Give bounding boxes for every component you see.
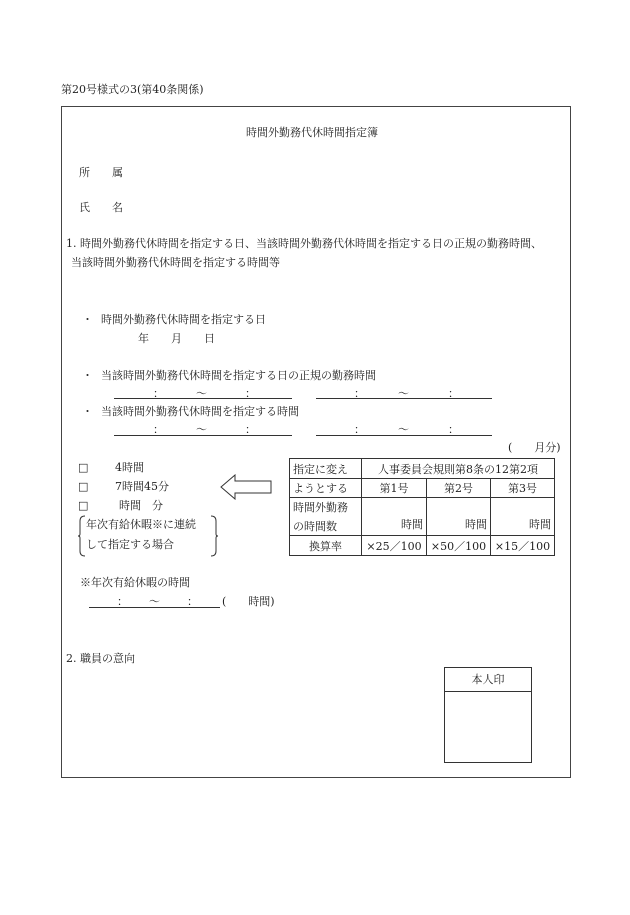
tilde: 〜 (196, 423, 207, 436)
unit-hours: 時間 (465, 518, 487, 531)
regular-hours-start-line[interactable] (114, 398, 292, 399)
rate-no2: ×50／100 (427, 536, 491, 556)
col-no1: 第1号 (362, 479, 427, 498)
col-no3: 第3号 (491, 479, 555, 498)
annual-leave-time-line[interactable] (89, 607, 220, 608)
conversion-table (289, 458, 555, 556)
col-no2: 第2号 (427, 479, 491, 498)
right-bracket (209, 515, 219, 557)
unit-hours: 時間 (529, 518, 551, 531)
name-label: 氏 名 (79, 201, 123, 214)
bullet: ・ (82, 313, 93, 326)
seal-label: 本人印 (445, 668, 531, 692)
hours-no1-cell[interactable] (362, 498, 427, 536)
colon: ： (245, 423, 256, 436)
item-regular-hours: 当該時間外勤務代休時間を指定する日の正規の勤務時間 (101, 369, 376, 382)
rule-header: 人事委員会規則第8条の12第2項 (362, 459, 555, 479)
specified-hours-end-line[interactable] (316, 435, 492, 436)
arrow-left-icon (220, 474, 272, 500)
tilde: 〜 (149, 595, 160, 608)
colon: ： (448, 423, 459, 436)
tilde: 〜 (196, 387, 207, 400)
option-4h-label: 4時間 (115, 461, 144, 474)
rate-label: 換算率 (290, 536, 362, 556)
option-7h45m-label: 7時間45分 (115, 480, 169, 493)
option-custom-label: 時間 分 (119, 499, 163, 512)
seal-box[interactable] (444, 667, 532, 763)
bracket-note-line2: して指定する場合 (86, 538, 174, 551)
rate-no1: ×25／100 (362, 536, 427, 556)
bullet: ・ (82, 369, 93, 382)
item-specified-date: 時間外勤務代休時間を指定する日 (101, 313, 266, 326)
specified-hours-start-line[interactable] (114, 435, 292, 436)
section1-heading: 1. 時間外勤務代休時間を指定する日、当該時間外勤務代休時間を指定する日の正規の勤務時間、 (66, 237, 542, 250)
month-note: ( 月分) (508, 441, 561, 454)
checkbox-4h[interactable]: □ (78, 461, 89, 474)
colon: ： (117, 595, 128, 608)
form-number: 第20号様式の3(第40条関係) (61, 83, 204, 96)
form-title: 時間外勤務代休時間指定簿 (246, 126, 378, 139)
colon: ： (187, 595, 198, 608)
checkbox-7h45m[interactable]: □ (78, 480, 89, 493)
bullet: ・ (82, 405, 93, 418)
colon: ： (153, 423, 164, 436)
hours-header-1: 指定に変え (290, 459, 362, 479)
section2-heading: 2. 職員の意向 (66, 652, 135, 665)
tilde: 〜 (398, 387, 409, 400)
annual-leave-hours: ( 時間) (222, 595, 275, 608)
colon: ： (354, 423, 365, 436)
checkbox-custom[interactable]: □ (78, 499, 89, 512)
regular-hours-end-line[interactable] (316, 398, 492, 399)
bracket-note-line1: 年次有給休暇※に連続 (86, 518, 196, 531)
hours-header-3: 時間外勤務 (290, 498, 362, 517)
colon: ： (448, 387, 459, 400)
annual-leave-note: ※年次有給休暇の時間 (80, 576, 190, 589)
item-specified-hours: 当該時間外勤務代休時間を指定する時間 (101, 405, 299, 418)
colon: ： (245, 387, 256, 400)
hours-header-2: ようとする (290, 479, 362, 498)
colon: ： (354, 387, 365, 400)
hours-header-4: の時間数 (290, 517, 362, 536)
date-fields: 年 月 日 (138, 332, 215, 345)
section1-heading-cont: 当該時間外勤務代休時間を指定する時間等 (71, 256, 280, 269)
unit-hours: 時間 (401, 518, 423, 531)
rate-no3: ×15／100 (491, 536, 555, 556)
affiliation-label: 所 属 (79, 166, 123, 179)
colon: ： (153, 387, 164, 400)
hours-no2-cell[interactable] (427, 498, 491, 536)
hours-no3-cell[interactable] (491, 498, 555, 536)
tilde: 〜 (398, 423, 409, 436)
